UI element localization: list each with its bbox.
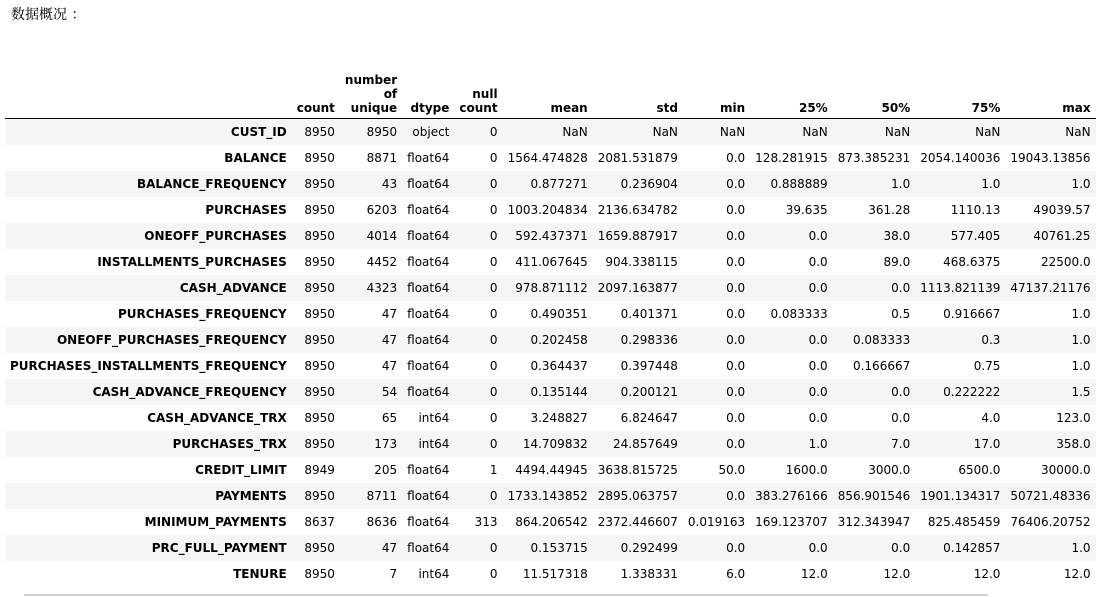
- table-cell: NaN: [562, 125, 588, 139]
- table-cell: 0.153715: [530, 541, 588, 555]
- table-cell: float64: [407, 203, 450, 217]
- section-heading: 数据概况 ：: [11, 7, 86, 23]
- table-cell: 39.635: [785, 203, 828, 217]
- table-cell: 0.5: [891, 307, 911, 321]
- table-cell: 1.338331: [620, 567, 678, 581]
- table-cell: 0.0: [726, 489, 746, 503]
- table-cell: 47137.21176: [1010, 281, 1091, 295]
- table-cell: 0.0: [891, 411, 911, 425]
- table-cell: 1.0: [1071, 307, 1091, 321]
- table-row: [5, 301, 1096, 327]
- row-index-label: TENURE: [233, 567, 287, 581]
- table-cell: 0: [489, 411, 498, 425]
- row-index-label: INSTALLMENTS_PURCHASES: [97, 255, 287, 269]
- table-cell: 0.0: [891, 541, 911, 555]
- table-cell: float64: [407, 151, 450, 165]
- row-index-label: ONEOFF_PURCHASES: [144, 229, 287, 243]
- table-cell: 856.901546: [837, 489, 911, 503]
- row-index-label: PURCHASES_INSTALLMENTS_FREQUENCY: [10, 359, 287, 373]
- table-cell: 3.248827: [530, 411, 588, 425]
- table-row: [5, 145, 1096, 171]
- row-index-label: CASH_ADVANCE: [179, 281, 287, 295]
- table-cell: 0.0: [808, 281, 828, 295]
- horizontal-scrollbar[interactable]: [24, 594, 988, 596]
- table-cell: 65: [381, 411, 398, 425]
- table-cell: 0: [489, 177, 498, 191]
- table-cell: 358.0: [1056, 437, 1091, 451]
- table-cell: 0.0: [726, 437, 746, 451]
- table-cell: 0.200121: [620, 385, 678, 399]
- table-cell: 8950: [304, 385, 335, 399]
- table-cell: float64: [407, 333, 450, 347]
- table-cell: 8950: [304, 437, 335, 451]
- table-cell: 0: [489, 359, 498, 373]
- table-cell: 1.5: [1071, 385, 1091, 399]
- table-cell: float64: [407, 515, 450, 529]
- table-cell: 6500.0: [958, 463, 1001, 477]
- table-cell: 6203: [366, 203, 398, 217]
- table-cell: 0: [489, 541, 498, 555]
- table-row: [5, 457, 1096, 483]
- column-header: mean: [503, 67, 593, 119]
- table-row: [5, 405, 1096, 431]
- table-cell: 1.0: [1071, 333, 1091, 347]
- table-cell: 12.0: [973, 567, 1001, 581]
- table-cell: 47: [381, 541, 398, 555]
- table-cell: 312.343947: [837, 515, 911, 529]
- table-cell: 0.298336: [620, 333, 678, 347]
- table-cell: 0: [489, 229, 498, 243]
- table-cell: 50.0: [718, 463, 746, 477]
- table-row: [5, 431, 1096, 457]
- table-cell: 1110.13: [950, 203, 1001, 217]
- table-cell: 0: [489, 385, 498, 399]
- table-cell: int64: [418, 567, 450, 581]
- table-cell: 0.0: [726, 281, 746, 295]
- table-cell: 468.6375: [943, 255, 1001, 269]
- table-cell: 8950: [304, 411, 335, 425]
- table-cell: 0.0: [726, 385, 746, 399]
- table-cell: 8950: [366, 125, 398, 139]
- table-cell: 0.0: [808, 541, 828, 555]
- table-cell: 1564.474828: [507, 151, 588, 165]
- table-cell: 6.0: [726, 567, 746, 581]
- row-index-label: BALANCE_FREQUENCY: [136, 177, 287, 191]
- table-cell: float64: [407, 255, 450, 269]
- table-cell: 1659.887917: [597, 229, 678, 243]
- table-cell: 0.401371: [620, 307, 678, 321]
- table-cell: 0.135144: [530, 385, 588, 399]
- table-cell: 22500.0: [1040, 255, 1091, 269]
- table-row: [5, 327, 1096, 353]
- table-cell: 0: [489, 203, 498, 217]
- table-cell: 3638.815725: [597, 463, 678, 477]
- table-cell: 4323: [366, 281, 398, 295]
- table-cell: 7.0: [891, 437, 911, 451]
- table-cell: 2054.140036: [920, 151, 1001, 165]
- table-cell: 2097.163877: [597, 281, 678, 295]
- table-cell: 0.166667: [852, 359, 911, 373]
- table-cell: 8950: [304, 541, 335, 555]
- table-cell: 8950: [304, 359, 335, 373]
- table-cell: 89.0: [883, 255, 911, 269]
- table-cell: 577.405: [950, 229, 1001, 243]
- table-cell: 8950: [304, 307, 335, 321]
- table-cell: 1600.0: [785, 463, 828, 477]
- table-cell: NaN: [652, 125, 678, 139]
- column-header: null count: [454, 67, 502, 119]
- column-header: std: [593, 67, 683, 119]
- column-header: dtype: [402, 67, 454, 119]
- row-index-label: MINIMUM_PAYMENTS: [144, 515, 287, 529]
- table-cell: 12.0: [1063, 567, 1091, 581]
- table-cell: float64: [407, 359, 450, 373]
- table-cell: 8950: [304, 151, 335, 165]
- table-cell: 6.824647: [620, 411, 678, 425]
- table-cell: 0.0: [726, 151, 746, 165]
- table-cell: 4014: [366, 229, 398, 243]
- table-cell: 0.202458: [530, 333, 588, 347]
- table-cell: 1.0: [1071, 541, 1091, 555]
- table-cell: 0.0: [726, 203, 746, 217]
- table-cell: int64: [418, 411, 450, 425]
- table-cell: 0.0: [726, 229, 746, 243]
- table-cell: 0.0: [808, 411, 828, 425]
- table-cell: 0.0: [808, 333, 828, 347]
- column-header: min: [683, 67, 750, 119]
- table-row: [5, 275, 1096, 301]
- table-cell: 4.0: [981, 411, 1001, 425]
- table-body: [5, 119, 1096, 588]
- table-cell: 30000.0: [1040, 463, 1091, 477]
- table-cell: 0.916667: [943, 307, 1001, 321]
- table-cell: 1003.204834: [507, 203, 588, 217]
- table-cell: 8950: [304, 281, 335, 295]
- table-cell: 1113.821139: [920, 281, 1001, 295]
- table-cell: 873.385231: [837, 151, 911, 165]
- table-cell: 173: [374, 437, 398, 451]
- table-cell: 0.222222: [943, 385, 1001, 399]
- table-cell: NaN: [719, 125, 746, 139]
- row-index-label: PURCHASES_FREQUENCY: [118, 307, 287, 321]
- row-index-label: CREDIT_LIMIT: [195, 463, 287, 477]
- table-cell: 0.0: [726, 359, 746, 373]
- table-cell: 8637: [304, 515, 335, 529]
- column-header: count: [292, 67, 340, 119]
- table-row: [5, 119, 1096, 146]
- row-index-label: PURCHASES_TRX: [172, 437, 287, 451]
- table-cell: 7: [389, 567, 398, 581]
- table-cell: float64: [407, 229, 450, 243]
- table-row: [5, 483, 1096, 509]
- table-row: [5, 379, 1096, 405]
- table-cell: 8711: [366, 489, 398, 503]
- table-cell: 8950: [304, 255, 335, 269]
- table-cell: 12.0: [883, 567, 911, 581]
- column-header: max: [1005, 67, 1095, 119]
- table-cell: 8636: [366, 515, 398, 529]
- table-cell: 0.0: [891, 385, 911, 399]
- table-cell: 0.0: [808, 359, 828, 373]
- table-row: [5, 197, 1096, 223]
- table-cell: 0.0: [808, 229, 828, 243]
- table-cell: 4452: [366, 255, 398, 269]
- table-cell: int64: [418, 437, 450, 451]
- table-cell: 17.0: [973, 437, 1001, 451]
- table-cell: 0.0: [726, 411, 746, 425]
- table-cell: 8950: [304, 333, 335, 347]
- table-cell: 0.75: [973, 359, 1001, 373]
- table-cell: 0: [489, 437, 498, 451]
- table-cell: 1901.134317: [920, 489, 1001, 503]
- table-cell: 0: [489, 125, 498, 139]
- table-cell: 1.0: [1071, 177, 1091, 191]
- table-cell: float64: [407, 307, 450, 321]
- table-cell: float64: [407, 385, 450, 399]
- table-cell: 11.517318: [522, 567, 588, 581]
- table-cell: 8950: [304, 125, 335, 139]
- table-row: [5, 509, 1096, 535]
- column-header: 50%: [833, 67, 916, 119]
- table-cell: 123.0: [1056, 411, 1091, 425]
- summary-table: [5, 67, 1096, 587]
- table-cell: 0: [489, 255, 498, 269]
- table-cell: 0.0: [891, 281, 911, 295]
- row-index-label: CASH_ADVANCE_FREQUENCY: [92, 385, 287, 399]
- table-cell: float64: [407, 463, 450, 477]
- table-row: [5, 353, 1096, 379]
- table-scroll-area[interactable]: [5, 67, 1091, 591]
- table-cell: float64: [407, 177, 450, 191]
- table-cell: 0: [489, 567, 498, 581]
- table-cell: float64: [407, 541, 450, 555]
- table-cell: 50721.48336: [1010, 489, 1091, 503]
- table-cell: 0.019163: [687, 515, 746, 529]
- column-header: number of unique: [340, 67, 402, 119]
- table-cell: 2136.634782: [597, 203, 678, 217]
- table-cell: 8950: [304, 489, 335, 503]
- header-row: [5, 67, 1096, 119]
- table-cell: float64: [407, 489, 450, 503]
- row-index-label: CASH_ADVANCE_TRX: [147, 411, 287, 425]
- table-cell: 0.083333: [852, 333, 911, 347]
- table-cell: object: [412, 125, 450, 139]
- row-index-label: PURCHASES: [205, 203, 287, 217]
- table-cell: NaN: [884, 125, 911, 139]
- row-index-label: PAYMENTS: [215, 489, 287, 503]
- table-cell: 12.0: [800, 567, 828, 581]
- table-cell: 24.857649: [613, 437, 678, 451]
- table-cell: 0.083333: [770, 307, 828, 321]
- table-cell: 0.0: [726, 541, 746, 555]
- table-cell: 361.28: [868, 203, 911, 217]
- table-cell: 47: [381, 359, 398, 373]
- table-cell: NaN: [975, 125, 1001, 139]
- table-cell: 313: [474, 515, 498, 529]
- table-cell: 54: [381, 385, 398, 399]
- table-cell: 0.397448: [620, 359, 678, 373]
- table-cell: 1.0: [981, 177, 1001, 191]
- table-cell: 49039.57: [1033, 203, 1091, 217]
- table-cell: 0.0: [726, 255, 746, 269]
- table-cell: 592.437371: [515, 229, 588, 243]
- table-cell: 0.888889: [770, 177, 828, 191]
- table-row: [5, 249, 1096, 275]
- table-cell: 0.0: [808, 385, 828, 399]
- table-cell: 0.0: [726, 177, 746, 191]
- column-header: 75%: [915, 67, 1005, 119]
- table-cell: 8950: [304, 229, 335, 243]
- table-cell: 8950: [304, 177, 335, 191]
- row-index-label: ONEOFF_PURCHASES_FREQUENCY: [56, 333, 287, 347]
- table-cell: 2372.446607: [597, 515, 678, 529]
- table-row: [5, 171, 1096, 197]
- table-cell: float64: [407, 281, 450, 295]
- table-cell: 0: [489, 281, 498, 295]
- table-cell: NaN: [1065, 125, 1091, 139]
- table-cell: 0.292499: [620, 541, 678, 555]
- table-cell: 14.709832: [522, 437, 588, 451]
- row-index-label: CUST_ID: [230, 125, 287, 139]
- table-cell: NaN: [802, 125, 828, 139]
- table-cell: 1.0: [891, 177, 911, 191]
- table-cell: 0.236904: [620, 177, 678, 191]
- table-cell: 904.338115: [605, 255, 678, 269]
- table-cell: 0.364437: [530, 359, 588, 373]
- table-cell: 47: [381, 333, 398, 347]
- table-cell: 3000.0: [868, 463, 911, 477]
- index-header: [5, 67, 292, 119]
- table-cell: 411.067645: [515, 255, 588, 269]
- table-cell: 1733.143852: [507, 489, 588, 503]
- table-cell: 0: [489, 333, 498, 347]
- table-cell: 2895.063757: [597, 489, 678, 503]
- table-cell: 0: [489, 307, 498, 321]
- table-cell: 8871: [366, 151, 398, 165]
- table-cell: 4494.44945: [515, 463, 588, 477]
- table-cell: 0: [489, 489, 498, 503]
- row-index-label: BALANCE: [224, 151, 287, 165]
- table-row: [5, 561, 1096, 587]
- table-cell: 383.276166: [755, 489, 828, 503]
- table-cell: 128.281915: [755, 151, 828, 165]
- table-cell: 8949: [304, 463, 335, 477]
- table-cell: 0.142857: [943, 541, 1001, 555]
- table-cell: 47: [381, 307, 398, 321]
- table-cell: 43: [381, 177, 398, 191]
- table-cell: 1.0: [808, 437, 828, 451]
- table-cell: 169.123707: [755, 515, 828, 529]
- table-cell: 1.0: [1071, 359, 1091, 373]
- table-cell: 978.871112: [515, 281, 588, 295]
- table-row: [5, 223, 1096, 249]
- table-cell: 8950: [304, 203, 335, 217]
- table-cell: 19043.13856: [1010, 151, 1091, 165]
- table-cell: 205: [374, 463, 398, 477]
- table-cell: 38.0: [883, 229, 911, 243]
- table-cell: 0.490351: [530, 307, 588, 321]
- table-cell: 825.485459: [927, 515, 1001, 529]
- table-cell: 0.0: [808, 255, 828, 269]
- table-cell: 76406.20752: [1010, 515, 1091, 529]
- table-cell: 1: [489, 463, 498, 477]
- table-cell: 0.0: [726, 333, 746, 347]
- table-cell: 0: [489, 151, 498, 165]
- table-cell: 2081.531879: [597, 151, 678, 165]
- table-cell: 0.877271: [530, 177, 588, 191]
- table-cell: 0.3: [981, 333, 1001, 347]
- table-cell: 40761.25: [1033, 229, 1091, 243]
- table-cell: 0.0: [726, 307, 746, 321]
- table-cell: 864.206542: [515, 515, 588, 529]
- row-index-label: PRC_FULL_PAYMENT: [151, 541, 287, 555]
- table-cell: 8950: [304, 567, 335, 581]
- table-row: [5, 535, 1096, 561]
- column-header: 25%: [750, 67, 833, 119]
